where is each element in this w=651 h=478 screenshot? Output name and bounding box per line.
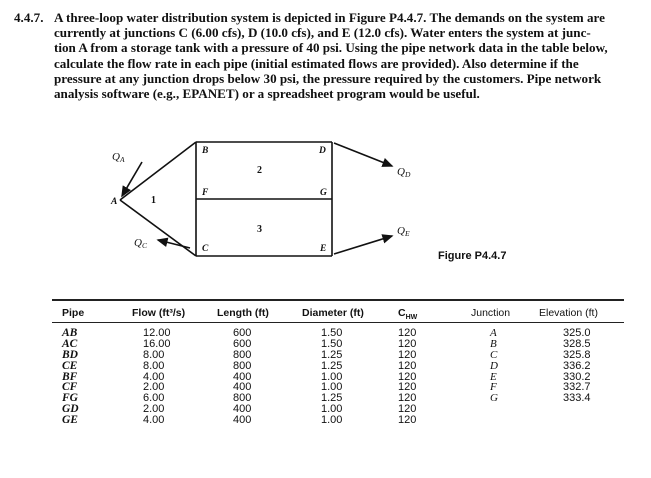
table-row: BF xyxy=(62,370,78,383)
problem-line-4: calculate the flow rate in each pipe (initial estimated flows are provided). Also determine if the xyxy=(54,55,579,71)
flow-label-qe: QE xyxy=(397,225,410,238)
junction-column xyxy=(490,328,498,404)
flow-label-qc: QC xyxy=(134,237,147,250)
problem-line-2: currently at junctions C (6.00 cfs), D (10.0 cfs), and E (12.0 cfs). Water enters the system at junc- xyxy=(54,25,591,41)
header-flow: Flow (ft³/s) xyxy=(132,307,186,319)
problem-line-3: tion A from a storage tank with a pressure of 40 psi. Using the pipe network data in the table below, xyxy=(54,40,608,56)
pipe-ac xyxy=(120,200,196,256)
problem-number: 4.4.7. xyxy=(14,10,44,25)
table-header-rule xyxy=(52,322,624,323)
table-cell: 120 xyxy=(398,348,417,361)
table-cell: 400 xyxy=(233,414,252,427)
problem-line-1: A three-loop water distribution system is depicted in Figure P4.4.7. The demands on the system are xyxy=(54,10,605,25)
table-cell: 12.00 xyxy=(143,327,171,339)
chw-column xyxy=(398,328,416,426)
outflow-d-arrow xyxy=(334,143,392,166)
table-cell: 333.4 xyxy=(563,392,591,405)
table-cell: E xyxy=(490,370,497,383)
table-cell: 4.00 xyxy=(143,370,165,383)
node-label-b: B xyxy=(202,146,209,156)
table-cell: 332.7 xyxy=(563,381,591,394)
node-label-f: F xyxy=(202,188,209,198)
table-cell: C xyxy=(490,348,498,361)
flow-label-qa: QA xyxy=(112,151,125,164)
length-column xyxy=(233,328,251,426)
table-row: GE xyxy=(62,414,78,427)
table-row: GD xyxy=(62,403,79,416)
flow-column xyxy=(143,328,171,426)
header-length: Length (ft) xyxy=(217,307,269,319)
table-cell: 330.2 xyxy=(563,370,591,383)
table-cell: F xyxy=(490,381,497,394)
outflow-c-arrow xyxy=(158,240,190,248)
table-cell: 336.2 xyxy=(563,359,591,372)
table-cell: 400 xyxy=(233,381,252,394)
table-cell: 1.25 xyxy=(321,392,343,405)
loop-label-3: 3 xyxy=(257,224,262,235)
table-cell: B xyxy=(490,337,497,350)
node-label-d: D xyxy=(319,146,326,156)
header-elevation: Elevation (ft) xyxy=(539,307,598,319)
pipe-column xyxy=(62,328,79,426)
node-label-a: A xyxy=(111,197,118,207)
node-label-g: G xyxy=(320,188,327,198)
table-cell: 120 xyxy=(398,359,417,372)
elevation-column xyxy=(563,328,591,404)
table-cell: 800 xyxy=(233,348,252,361)
table-cell: 1.25 xyxy=(321,359,343,372)
table-cell: 1.00 xyxy=(321,414,343,427)
table-cell: 120 xyxy=(398,403,417,416)
diameter-column xyxy=(321,328,342,426)
header-diameter: Diameter (ft) xyxy=(302,307,364,319)
table-cell: 8.00 xyxy=(143,359,165,372)
loop-label-2: 2 xyxy=(257,165,262,176)
pipe-ab xyxy=(120,142,196,200)
table-cell: 1.00 xyxy=(321,403,343,416)
table-cell: 120 xyxy=(398,370,417,383)
table-cell: 600 xyxy=(233,327,252,339)
table-cell: 16.00 xyxy=(143,337,171,350)
table-cell: 800 xyxy=(233,392,252,405)
table-cell: 1.50 xyxy=(321,327,343,339)
table-cell: 600 xyxy=(233,337,252,350)
table-row: BD xyxy=(62,348,78,361)
table-cell: 8.00 xyxy=(143,348,165,361)
table-cell: 120 xyxy=(398,414,417,427)
table-cell: D xyxy=(490,359,498,372)
table-cell: 2.00 xyxy=(143,381,165,394)
table-cell: 2.00 xyxy=(143,403,165,416)
table-cell: A xyxy=(490,327,497,339)
table-cell: 1.50 xyxy=(321,337,343,350)
table-row: AC xyxy=(62,337,78,350)
table-cell: 120 xyxy=(398,392,417,405)
problem-line-6: analysis software (e.g., EPANET) or a spreadsheet program would be useful. xyxy=(54,86,480,102)
table-cell: 325.8 xyxy=(563,348,591,361)
table-cell: 1.00 xyxy=(321,370,343,383)
header-pipe: Pipe xyxy=(62,307,85,319)
table-cell: 120 xyxy=(398,327,417,339)
header-chw: $C_{HW}$ xyxy=(398,307,418,322)
table-row: AB xyxy=(62,327,78,339)
header-junction: Junction xyxy=(471,307,511,319)
table-cell: 1.25 xyxy=(321,348,343,361)
table-cell: 400 xyxy=(233,370,252,383)
table-cell: 120 xyxy=(398,337,417,350)
table-row: FG xyxy=(62,392,78,405)
node-label-e: E xyxy=(320,244,327,254)
problem-line-5: pressure at any junction drops below 30 psi, the pressure required by the customers. Pipe network xyxy=(54,70,602,86)
figure-caption: Figure P4.4.7 xyxy=(438,250,507,262)
table-row: CE xyxy=(62,359,78,372)
table-cell: 400 xyxy=(233,403,252,416)
table-cell: 328.5 xyxy=(563,337,591,350)
table-cell: 1.00 xyxy=(321,381,343,394)
node-label-c: C xyxy=(202,244,209,254)
table-cell: 800 xyxy=(233,359,252,372)
table-cell: 120 xyxy=(398,381,417,394)
flow-label-qd: QD xyxy=(397,166,411,179)
table-cell: 325.0 xyxy=(563,327,591,339)
loop-label-1: 1 xyxy=(151,195,156,206)
outflow-e-arrow xyxy=(334,236,392,254)
table-top-rule xyxy=(52,299,624,301)
table-cell: 6.00 xyxy=(143,392,165,405)
table-cell: G xyxy=(490,392,498,405)
table-row: CF xyxy=(62,381,78,394)
table-cell: 4.00 xyxy=(143,414,165,427)
